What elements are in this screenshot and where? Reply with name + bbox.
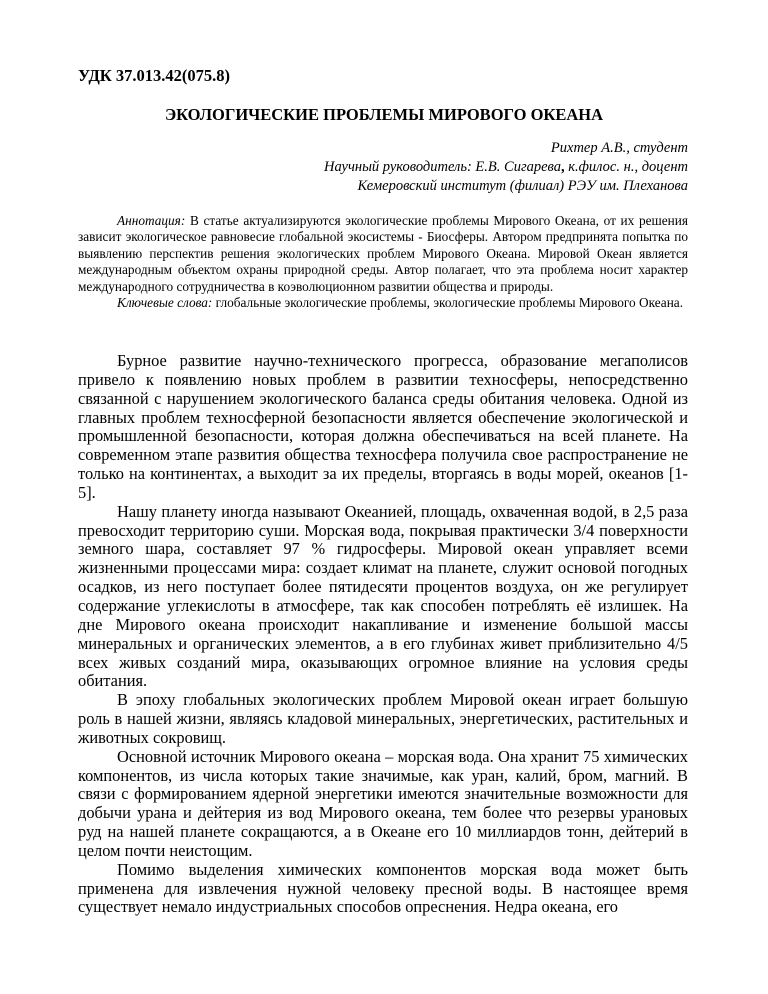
body-paragraph-3: В эпоху глобальных экологических проблем Мировой океан играет большую роль в нашей жизни, являясь кладовой минеральных, энергетических, растительных и животных сокровищ. — [78, 690, 688, 747]
supervisor-comma: , — [560, 159, 565, 175]
abstract-block — [78, 213, 688, 311]
supervisor-name: Научный руководитель: Е.В. Сигарева — [324, 159, 561, 175]
keywords-paragraph — [78, 295, 688, 311]
keywords-label: Ключевые слова: — [117, 295, 213, 311]
institution: Кемеровский институт (филиал) РЭУ им. Плеханова — [357, 178, 688, 194]
body-paragraph-4: Основной источник Мирового океана – морская вода. Она хранит 75 химических компонентов, из числа которых такие значимые, как уран, калий, бром, магний. В связи с формированием ядерной энергетики имеются значительные возможности для добычи урана и дейтерия из вод Мирового океана, тем более что резервы урановых руд на нашей планете сокращаются, а в Океане его 10 миллиардов тонн, дейтерий в целом почти неистощим. — [78, 746, 688, 860]
udc-code: УДК 37.013.42(075.8) — [78, 66, 230, 85]
article-body — [78, 352, 688, 917]
abstract-text: В статье актуализируются экологические проблемы Мирового Океана, от их решения зависит экологическое равновесие глобальной экосистемы - Биосферы. Автором предпринята попытка по выявлению перспектив решения экологических проблем Мирового Океана. Мировой Океан является международным объектом охраны природной среды. Автор полагает, что эта проблема носит характер международного сотрудничества в коэволюционном развитии общества и природы. — [78, 213, 688, 294]
author-name: Рихтер А.В., студент — [550, 140, 688, 156]
keywords-text: глобальные экологические проблемы, экологические проблемы Мирового Океана. — [212, 295, 684, 311]
abstract-label: Аннотация: — [117, 213, 186, 228]
author-block — [78, 139, 688, 196]
body-paragraph-1: Бурное развитие научно-технического прогресса, образование мегаполисов привело к появлению новых проблем в развитии техносферы, непосредственно связанной с нарушением экологического баланса среды обитания человека. Одной из главных проблем техносферной безопасности является обеспечение экологической и промышленной безопасности, которая должна обеспечиваться на всей планете. На современном этапе развития общества техносфера получила свое распространение не только на континентах, а выходит за их пределы, вторгаясь в воды морей, океанов [1-5]. — [78, 351, 688, 502]
body-paragraph-2: Нашу планету иногда называют Океанией, площадь, охваченная водой, в 2,5 раза превосходит территорию суши. Морская вода, покрывая практически 3/4 поверхности земного шара, составляет 97 % гидросферы. Мировой океан управляет всеми жизненными процессами мира: создает климат на планете, служит основой погодных осадков, из него поступает более пятидесяти процентов воздуха, он же регулирует содержание углекислоты в атмосфере, так как способен потреблять её излишек. На дне Мирового океана происходит накапливание и изменение большой массы минеральных и органических элементов, а в его глубинах живет приблизительно 4/5 всех живых созданий мира, оказывающих огромное влияние на условия среды обитания. — [78, 501, 688, 691]
supervisor-line — [78, 158, 688, 177]
article-title: ЭКОЛОГИЧЕСКИЕ ПРОБЛЕМЫ МИРОВОГО ОКЕАНА — [164, 105, 604, 124]
supervisor-degree: к.филос. н., доцент — [564, 159, 688, 175]
abstract-paragraph — [78, 213, 688, 295]
body-paragraph-5: Помимо выделения химических компонентов морская вода может быть применена для извлечения нужной человеку пресной воды. В настоящее время существует немало индустриальных способов опреснения. Недра океана, его — [78, 859, 688, 917]
